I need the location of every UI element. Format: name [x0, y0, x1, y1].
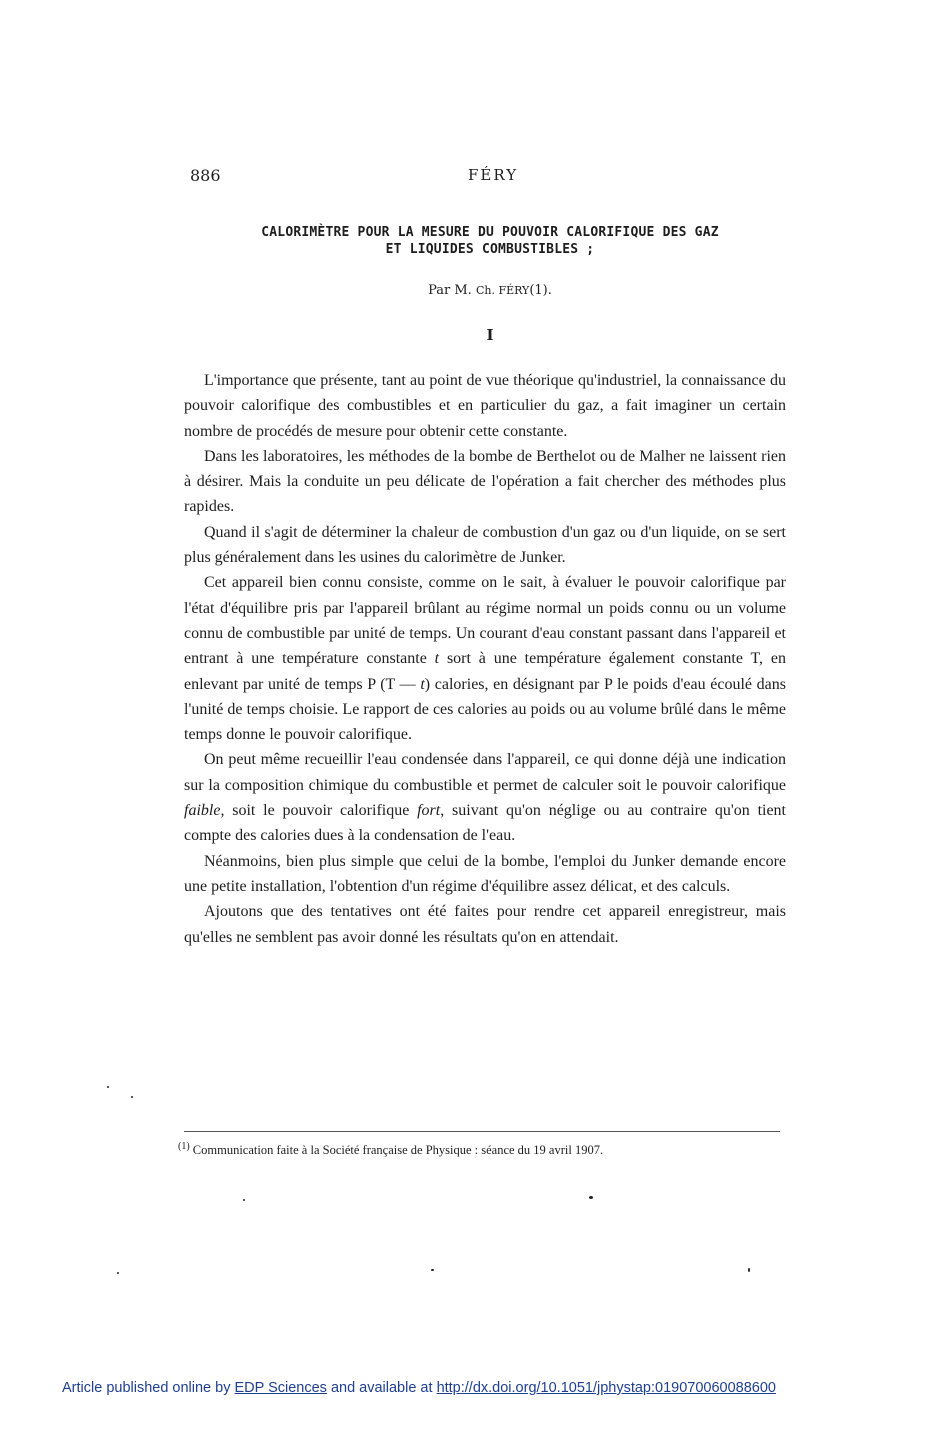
footnote-rule — [184, 1131, 780, 1132]
italic-term: fort — [417, 802, 441, 820]
math-variable: t — [434, 650, 440, 668]
paragraph-3 — [184, 520, 786, 571]
running-head — [190, 166, 790, 188]
banner-middle: and available at — [326, 1380, 437, 1396]
italic-term: faible — [184, 802, 221, 820]
paragraph-5 — [184, 747, 786, 848]
paragraph-text: Ajoutons que des tentatives ont été faites pour rendre cet appareil enregistreur, mais qu'elles ne semblent pas avoir donné les résultats qu'on en attendait. — [184, 903, 786, 946]
paragraph-text: Cet appareil bien connu consiste, comme on le sait, à évaluer le pouvoir calorifique par l'état d'équilibre pris par l'appareil brûlant au régime normal un poids connu ou un volume connu de combustible par unité de temps. Un courant d'eau constant passant dans l'appareil et entrant à une température constante — [184, 574, 786, 668]
paragraph-text: Néanmoins, bien plus simple que celui de la bombe, l'emploi du Junker demande encore une petite installation, l'obtention d'un régime d'équilibre assez délicat, et des calculs. — [184, 852, 786, 895]
title-line-2: ET LIQUIDES COMBUSTIBLES ; — [385, 242, 595, 257]
paragraph-text: , soit le pouvoir calorifique — [220, 802, 418, 820]
scan-speck — [431, 1269, 434, 1271]
scan-speck — [131, 1096, 133, 1098]
paragraph-text: On peut même recueillir l'eau condensée dans l'appareil, ce qui donne déjà une indication sur la composition chimique du combustible et permet de calculer soit le pouvoir calorifique — [184, 751, 786, 794]
page-number: 886 — [190, 166, 221, 185]
paragraph-text: Quand il s'agit de déterminer la chaleur de combustion d'un gaz ou d'un liquide, on se sert plus généralement dans les usines du calorimètre de Junker. — [184, 523, 786, 567]
scan-speck — [107, 1086, 109, 1088]
footnote-marker: (1) — [178, 1141, 190, 1152]
doi-link[interactable]: http://dx.doi.org/10.1051/jphystap:019070060088600 — [436, 1380, 776, 1396]
body-text — [184, 368, 786, 950]
footnote-text: Communication faite à la Société française de Physique : séance du 19 avril 1907. — [189, 1143, 604, 1158]
banner-prefix: Article published online by — [62, 1380, 235, 1396]
paragraph-text: , suivant qu'on néglige ou au contraire qu'on tient compte des calories dues à la condensation de l'eau. — [184, 802, 787, 845]
paragraph-4 — [184, 570, 786, 747]
author-name: Ch. FÉRY — [475, 284, 530, 297]
article-title — [190, 224, 790, 258]
byline: Par M. Ch. FÉRY(1). — [428, 283, 552, 298]
title-line-1: CALORIMÈTRE POUR LA MESURE DU POUVOIR CALORIFIQUE DES GAZ — [261, 225, 719, 240]
scan-speck — [117, 1272, 119, 1274]
author-note-ref: (1) — [529, 283, 548, 298]
paragraph-text: sort à une température également constante T, en enlevant par unité de temps P (T — — [184, 650, 786, 693]
paragraph-2 — [184, 444, 786, 520]
byline-prefix: Par M. — [428, 283, 476, 298]
paragraph-7 — [184, 899, 786, 950]
paragraph-text: Dans les laboratoires, les méthodes de la bombe de Berthelot ou de Malher ne laissent rien à désirer. Mais la conduite un peu délicate de l'opération a fait chercher des méthodes plus rapides. — [184, 447, 786, 516]
scan-speck — [589, 1196, 593, 1199]
scan-speck — [243, 1199, 245, 1201]
paragraph-1 — [184, 368, 786, 444]
footnote — [178, 1138, 782, 1159]
scan-speck — [748, 1268, 750, 1272]
paragraph-6 — [184, 849, 786, 900]
publication-banner — [62, 1380, 902, 1396]
publisher-link[interactable]: EDP Sciences — [234, 1380, 327, 1396]
section-numeral: I — [486, 326, 494, 344]
running-title: FÉRY — [468, 166, 519, 184]
paragraph-text: L'importance que présente, tant au point de vue théorique qu'industriel, la connaissance du pouvoir calorifique des combustibles et en particulier du gaz, a fait imaginer un certain nombre de procédés de mesure pour obtenir cette constante. — [184, 372, 786, 440]
math-variable: t — [420, 675, 425, 693]
paragraph-text: ) calories, en désignant par P le poids d'eau écoulé dans l'unité de temps choisie. Le rapport de ces calories au poids ou au volume brûlé dans le même temps donne le pouvoir calorifique. — [184, 675, 786, 744]
